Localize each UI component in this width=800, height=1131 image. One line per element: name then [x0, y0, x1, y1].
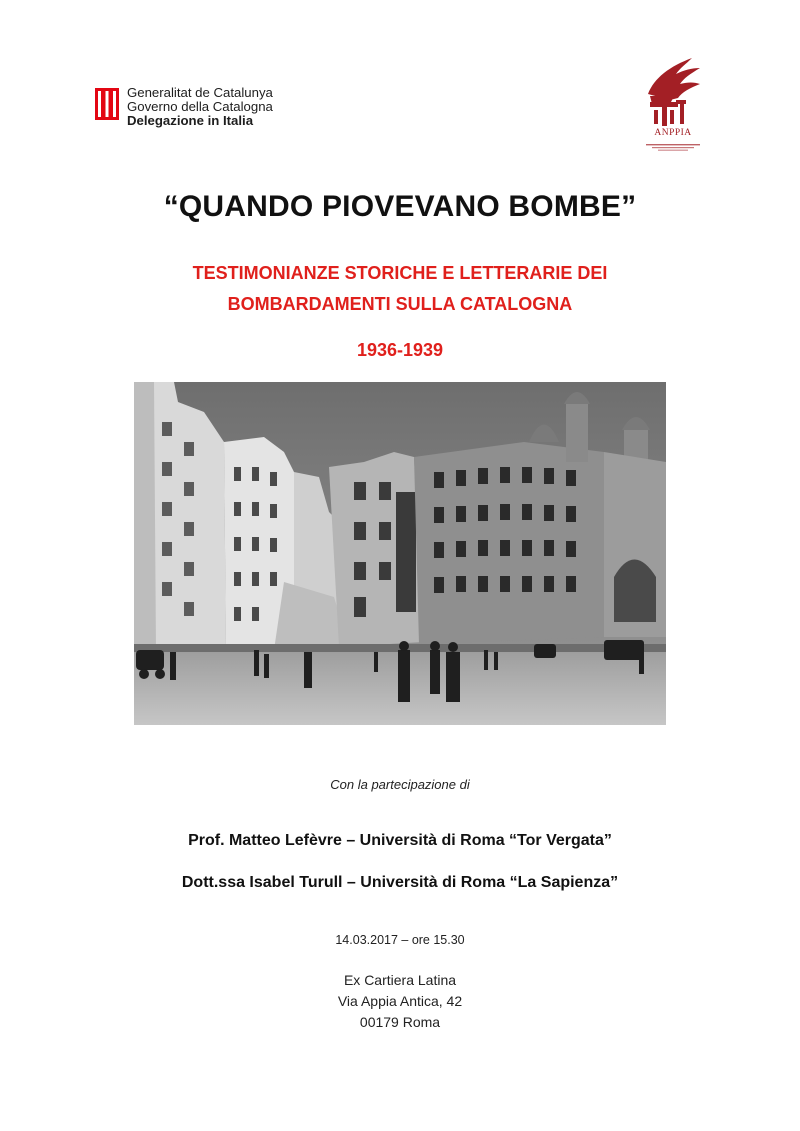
speaker-2: Dott.ssa Isabel Turull – Università di Roma “La Sapienza” — [181, 874, 619, 891]
anppia-emblem-icon — [640, 48, 706, 130]
venue-address — [0, 970, 800, 1033]
generalitat-name: Generalitat de Catalunya — [127, 85, 273, 100]
event-date-time: 14.03.2017 – ore 15.30 — [335, 933, 465, 947]
generalitat-logo — [95, 86, 273, 128]
speaker-1: Prof. Matteo Lefèvre – Università di Roma “Tor Vergata” — [188, 832, 612, 849]
anppia-tagline-lines — [644, 144, 702, 151]
event-subtitle — [0, 258, 800, 320]
event-subtitle-line1: TESTIMONIANZE STORICHE E LETTERARIE DEI — [192, 263, 608, 283]
anppia-name: ANPPIA — [654, 128, 692, 138]
photograph-drawing — [134, 382, 666, 725]
venue-street: Via Appia Antica, 42 — [337, 993, 463, 1009]
participants-intro: Con la partecipazione di — [330, 777, 470, 792]
delegation-name: Delegazione in Italia — [127, 113, 254, 128]
event-title: “QUANDO PIOVEVANO BOMBE” — [163, 190, 637, 223]
venue-name: Ex Cartiera Latina — [343, 972, 457, 988]
event-years: 1936-1939 — [356, 340, 444, 360]
venue-city: 00179 Roma — [359, 1014, 441, 1030]
generalitat-stripes-icon — [95, 88, 119, 120]
generalitat-italian-name: Governo della Catalogna — [127, 99, 273, 114]
event-subtitle-line2: BOMBARDAMENTI SULLA CATALOGNA — [227, 294, 573, 314]
generalitat-text — [127, 86, 273, 128]
anppia-logo — [637, 48, 709, 156]
bombing-photograph — [134, 382, 666, 725]
